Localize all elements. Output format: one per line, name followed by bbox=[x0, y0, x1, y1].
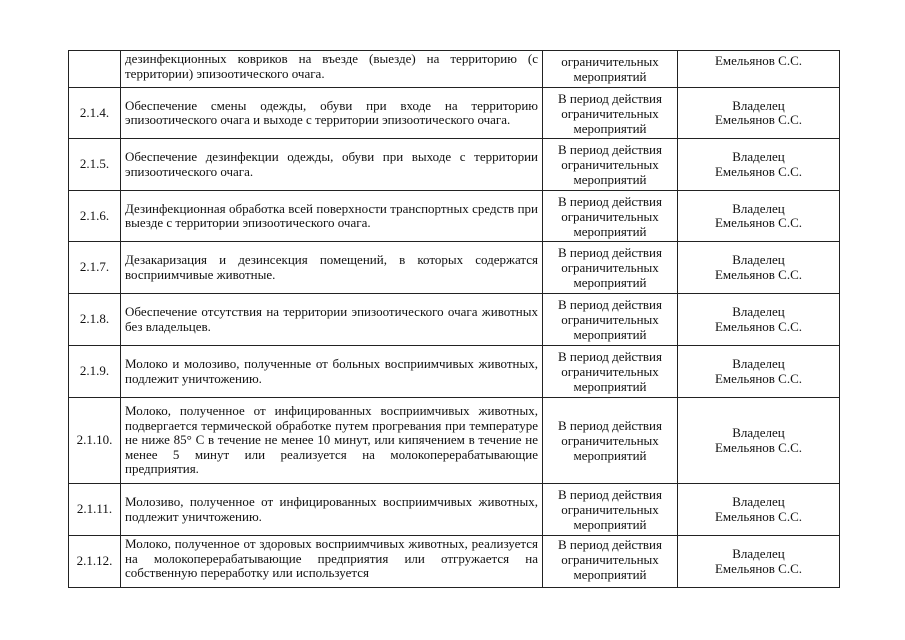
term-line: мероприятий bbox=[573, 517, 647, 532]
term-line: ограничительных bbox=[561, 260, 659, 275]
responsible-line: Емельянов С.С. bbox=[714, 215, 803, 230]
term-line: ограничительных bbox=[561, 157, 659, 172]
measure-description: Молоко, полученное от инфицированных восприимчивых животных, подвергается термической обработке путем прогревания при температуре не ниже 85° С в течение не менее 10 минут, или кипячением в течение не менее 5 минут или реализуется на молокоперерабатывающие предприятия. bbox=[121, 398, 543, 484]
term-line: В период действия bbox=[558, 90, 662, 106]
item-number: 2.1.4. bbox=[69, 88, 121, 139]
responsible-line: Емельянов С.С. bbox=[714, 508, 803, 524]
term-line: ограничительных bbox=[561, 105, 659, 121]
item-number: 2.1.12. bbox=[69, 536, 121, 588]
term-line: ограничительных bbox=[561, 364, 659, 379]
measure-term bbox=[543, 484, 678, 536]
measure-description: Обеспечение отсутствия на территории эпизоотического очага животных без владельцев. bbox=[121, 294, 543, 346]
item-number: 2.1.5. bbox=[69, 139, 121, 191]
responsible-person bbox=[678, 51, 840, 88]
responsible-line: Владелец bbox=[732, 546, 785, 561]
term-line: В период действия bbox=[558, 349, 662, 364]
item-number bbox=[69, 51, 121, 88]
table-row bbox=[69, 242, 840, 294]
responsible-line: Емельянов С.С. bbox=[714, 439, 803, 455]
measure-term bbox=[543, 242, 678, 294]
table-row bbox=[69, 346, 840, 398]
responsible-person bbox=[678, 346, 840, 398]
measure-term bbox=[543, 88, 678, 139]
responsible-line: Емельянов С.С. bbox=[714, 318, 803, 334]
item-number: 2.1.10. bbox=[69, 398, 121, 484]
term-line: мероприятий bbox=[573, 223, 647, 239]
responsible-line: Емельянов С.С. bbox=[714, 266, 803, 282]
term-line: ограничительных bbox=[561, 312, 659, 327]
responsible-line: Владелец bbox=[732, 356, 785, 371]
measure-term bbox=[543, 398, 678, 484]
table-row bbox=[69, 484, 840, 536]
responsible-person bbox=[678, 88, 840, 139]
measure-description: Обеспечение дезинфекции одежды, обуви при выходе с территории эпизоотического очага. bbox=[121, 139, 543, 191]
measure-term bbox=[543, 346, 678, 398]
term-line: мероприятий bbox=[573, 327, 647, 342]
table-row bbox=[69, 139, 840, 191]
responsible-line: Владелец bbox=[732, 149, 785, 164]
responsible-line: Владелец bbox=[732, 494, 785, 509]
responsible-line: Владелец bbox=[732, 304, 785, 319]
term-line: ограничительных bbox=[561, 54, 659, 69]
term-line: В период действия bbox=[558, 487, 662, 502]
term-line: В период действия bbox=[558, 245, 662, 260]
term-line: ограничительных bbox=[561, 433, 659, 448]
term-line: В период действия bbox=[558, 193, 662, 209]
measures-table bbox=[68, 50, 840, 588]
responsible-line: Владелец bbox=[732, 97, 785, 113]
responsible-line: Емельянов С.С. bbox=[714, 112, 803, 127]
measure-description: дезинфекционных ковриков на въезде (выезде) на территорию (с территории) эпизоотического очага. bbox=[121, 51, 543, 88]
table-row bbox=[69, 51, 840, 88]
responsible-line: Владелец bbox=[732, 200, 785, 216]
table-row bbox=[69, 536, 840, 588]
item-number: 2.1.8. bbox=[69, 294, 121, 346]
responsible-person bbox=[678, 294, 840, 346]
term-line: мероприятий bbox=[573, 448, 647, 463]
measure-description: Молозиво, полученное от инфицированных восприимчивых животных, подлежит уничтожению. bbox=[121, 484, 543, 536]
measure-term bbox=[543, 294, 678, 346]
term-line: ограничительных bbox=[561, 552, 659, 567]
term-line: В период действия bbox=[558, 418, 662, 433]
responsible-line: Емельянов С.С. bbox=[714, 163, 803, 179]
table-row bbox=[69, 294, 840, 346]
measure-description: Дезакаризация и дезинсекция помещений, в которых содержатся восприимчивые животные. bbox=[121, 242, 543, 294]
table-row bbox=[69, 88, 840, 139]
item-number: 2.1.9. bbox=[69, 346, 121, 398]
item-number: 2.1.7. bbox=[69, 242, 121, 294]
term-line: ограничительных bbox=[561, 502, 659, 517]
term-line: мероприятий bbox=[573, 172, 647, 187]
measure-description: Молоко и молозиво, полученные от больных восприимчивых животных, подлежит уничтожению. bbox=[121, 346, 543, 398]
term-line: В период действия bbox=[558, 142, 662, 157]
measure-description: Дезинфекционная обработка всей поверхности транспортных средств при выезде с территории эпизоотического очага. bbox=[121, 191, 543, 242]
measure-term bbox=[543, 536, 678, 588]
term-line: В период действия bbox=[558, 297, 662, 312]
term-line: мероприятий bbox=[573, 275, 647, 290]
responsible-person bbox=[678, 536, 840, 588]
term-line: ограничительных bbox=[561, 208, 659, 224]
responsible-person bbox=[678, 242, 840, 294]
measure-term bbox=[543, 139, 678, 191]
responsible-person bbox=[678, 139, 840, 191]
responsible-person bbox=[678, 484, 840, 536]
responsible-line: Владелец bbox=[732, 425, 785, 440]
item-number: 2.1.6. bbox=[69, 191, 121, 242]
table-row bbox=[69, 398, 840, 484]
measure-description: Обеспечение смены одежды, обуви при входе на территорию эпизоотического очага и выходе с территории эпизоотического очага. bbox=[121, 88, 543, 139]
responsible-person bbox=[678, 398, 840, 484]
term-line: мероприятий bbox=[573, 379, 647, 394]
term-line: мероприятий bbox=[573, 567, 647, 582]
item-number: 2.1.11. bbox=[69, 484, 121, 536]
measure-term bbox=[543, 51, 678, 88]
term-line: В период действия bbox=[558, 537, 662, 552]
responsible-line: Владелец bbox=[732, 252, 785, 267]
responsible-line: Емельянов С.С. bbox=[714, 53, 803, 68]
responsible-line: Емельянов С.С. bbox=[714, 370, 803, 386]
term-line: мероприятий bbox=[573, 69, 647, 84]
term-line: мероприятий bbox=[573, 120, 647, 136]
responsible-line: Емельянов С.С. bbox=[714, 560, 803, 576]
responsible-person bbox=[678, 191, 840, 242]
measure-description: Молоко, полученное от здоровых восприимчивых животных, реализуется на молокоперерабатывающие предприятия или отгружается на собственную переработку или используется bbox=[121, 536, 543, 588]
table-row bbox=[69, 191, 840, 242]
measure-term bbox=[543, 191, 678, 242]
